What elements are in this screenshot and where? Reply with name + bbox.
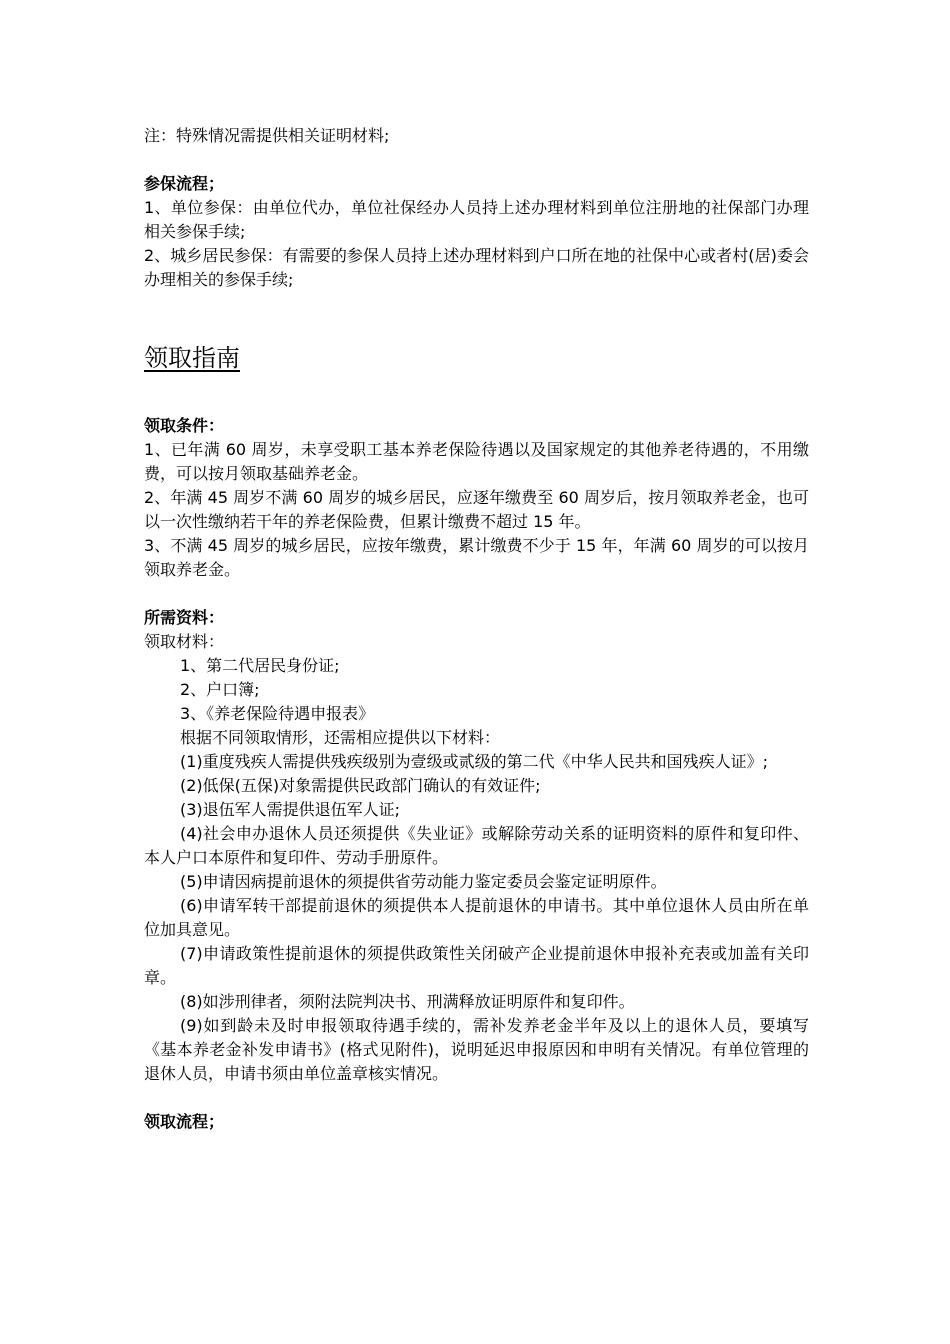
claim-conditions-heading: 领取条件：	[144, 416, 225, 435]
extra-material-item: (7)申请政策性提前退休的须提供政策性关闭破产企业提前退休申报补充表或加盖有关印章。	[144, 944, 809, 987]
extra-material-item: (3)退伍军人需提供退伍军人证;	[180, 800, 401, 819]
extra-material-item: (1)重度残疾人需提供残疾级别为壹级或贰级的第二代《中华人民共和国残疾人证》;	[180, 752, 769, 771]
basic-material-item: 3、《养老保险待遇申报表》	[180, 704, 375, 723]
document-page	[144, 124, 809, 1134]
extra-material-item: (6)申请军转干部提前退休的须提供本人提前退休的申请书。其中单位退休人员由所在单位加具意见。	[144, 896, 809, 939]
materials-subheading: 领取材料：	[144, 632, 225, 651]
claim-condition-item: 2、年满 45 周岁不满 60 周岁的城乡居民，应逐年缴费至 60 周岁后，按月领取养老金，也可以一次性缴纳若干年的养老保险费，但累计缴费不超过 15 年。	[144, 488, 809, 531]
extra-materials-intro: 根据不同领取情形，还需相应提供以下材料：	[180, 728, 501, 747]
enroll-process-item: 2、城乡居民参保：有需要的参保人员持上述办理材料到户口所在地的社保中心或者村(居)委会办理相关的参保手续;	[144, 246, 809, 289]
special-note: 注：特殊情况需提供相关证明材料;	[144, 126, 390, 145]
extra-material-item: (5)申请因病提前退休的须提供省劳动能力鉴定委员会鉴定证明原件。	[180, 872, 667, 891]
extra-material-item: (2)低保(五保)对象需提供民政部门确认的有效证件;	[180, 776, 541, 795]
enroll-process-heading: 参保流程；	[144, 174, 225, 193]
basic-material-item: 2、户口簿;	[180, 680, 260, 699]
claim-condition-item: 3、不满 45 周岁的城乡居民，应按年缴费，累计缴费不少于 15 年，年满 60 周岁的可以按月领取养老金。	[144, 536, 809, 579]
claim-condition-item: 1、已年满 60 周岁，未享受职工基本养老保险待遇以及国家规定的其他养老待遇的，不用缴费，可以按月领取基础养老金。	[144, 440, 809, 483]
extra-material-item: (8)如涉刑律者，须附法院判决书、刑满释放证明原件和复印件。	[180, 992, 635, 1011]
extra-material-item: (4)社会申办退休人员还须提供《失业证》或解除劳动关系的证明资料的原件和复印件、本人户口本原件和复印件、劳动手册原件。	[144, 824, 809, 867]
extra-material-item: (9)如到龄未及时申报领取待遇手续的，需补发养老金半年及以上的退休人员，要填写《基本养老金补发申请书》(格式见附件)，说明延迟申报原因和申明有关情况。有单位管理的退休人员，申请书须由单位盖章核实情况。	[144, 1016, 809, 1083]
materials-heading: 所需资料：	[144, 608, 225, 627]
enroll-process-item: 1、单位参保：由单位代办，单位社保经办人员持上述办理材料到单位注册地的社保部门办理相关参保手续;	[144, 198, 809, 241]
basic-material-item: 1、第二代居民身份证;	[180, 656, 340, 675]
claim-guide-title: 领取指南	[144, 344, 240, 372]
claim-process-heading: 领取流程；	[144, 1112, 225, 1131]
